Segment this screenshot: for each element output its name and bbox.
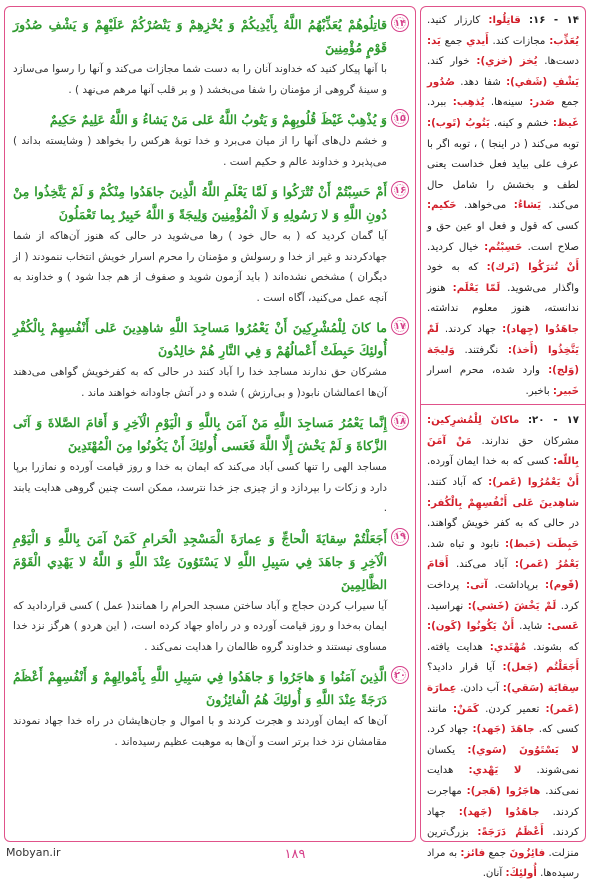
glossary-definition: جهاد کردند. [427,806,579,839]
glossary-term: يَعْمُرُ (عَمر): [514,559,579,571]
glossary-term: جاهَدُوا (جَهد): [458,806,540,818]
glossary-term: عَسی: [547,621,579,633]
verse-translation: با آنها پیکار کنید که خداوند آنان را به دست شما مجازات می‌کند و آنها را رسوا می‌سازد و سینهٔ گروهی از مؤمنان را شفا می‌بخشد ( و بر قلب آنها مرهم می‌نهد ) . [13,63,387,96]
glossary-term: يَشاءُ: [513,200,542,212]
glossary-definition: هدایت یافته. [427,641,483,653]
verse-number-badge: ١٩ [391,528,409,546]
glossary-definition: جمع [488,847,507,859]
verse-number-badge: ١۴ [391,14,409,32]
glossary-definition: کسی که به خدا ایمان آورده. [427,456,550,468]
glossary-section-b [421,407,585,885]
verse-number-badge: ٢٠ [391,666,409,684]
glossary-term: حَبِطَت (حَبط): [504,538,579,550]
glossary-term: أَيدي [466,35,489,47]
verse-translation: آیا گمان کردید که ( به حال خود ) رها می‌شوید در حالی که هنوز آن‌هاکه از شما جهادکردند و غیر از خدا و رسولش و مؤمنان را محرم اسرار خویش انتخاب ننمودند ( از دیگران ) مشخص نشده‌اند ( باید آزمون شوید و صفوف از هم جدا شود ) و خداوند به آنچه عمل می‌کنید، آگاه است . [13,230,387,304]
glossary-definition: جمع [561,97,579,109]
verse-block [5,7,415,102]
glossary-term: كَمَنْ: [452,703,479,715]
page-number: ١٨٩ [284,847,306,862]
glossary-term: وَليجَة (وَلج): [427,344,579,377]
glossary-definition: که به خود واگذار می‌شوید. [427,262,580,294]
glossary-term: شاهِدينَ عَلى أَنْفُسِهِمْ بِالْكُفر: [427,497,579,509]
verse-block [5,659,415,754]
glossary-term: جاهَدُوا (جِهاد): [502,323,580,335]
glossary-term: يَتُوبُ (تَوب): [427,117,490,129]
glossary-term: خَبير: [552,385,579,397]
glossary-definition: خوار کند. [427,56,470,68]
glossary-definition: برپاداشت. [494,580,539,592]
verse-arabic: أَجَعَلْتُمْ سِقايَةَ الْحاجِّ وَ عِمارَةَ الْمَسْجِدِ الْحَرامِ كَمَنْ آمَنَ بِاللَّهِ وَ الْيَوْمِ الْآخِرِ وَ جاهَدَ فِي سَبِيلِ اللَّهِ لا يَسْتَوُونَ عِنْدَ اللَّهِ وَ اللَّهُ لا يَهْدِي الْقَوْمَ الظَّالِمِينَ [13,530,387,592]
verses-panel [4,6,416,842]
glossary-range-a: ١۴ - ١۶: [528,15,579,26]
glossary-definition: یکسان نمی‌شوند. [427,744,579,777]
glossary-definition: هدایت نمی‌کند. [427,765,579,797]
glossary-term: أَعْظَمُ دَرَجَةً: [477,827,544,839]
glossary-term: أَنْ يَعْمُرُوا (عَمر): [488,477,579,489]
glossary-term: فائِزُونَ [509,847,546,859]
verse-arabic: إِنَّما يَعْمُرُ مَساجِدَ اللَّهِ مَنْ آمَنَ بِاللَّهِ وَ الْيَوْمِ الْآخِرِ وَ أَقامَ الصَّلاةَ وَ آتَى الزَّكاةَ وَ لَمْ يَخْشَ إِلَّا اللَّهَ فَعَسى أُولئِكَ أَنْ يَكُونُوا مِنَ الْمُهْتَدِينَ [13,415,387,453]
verse-block [5,521,415,660]
glossary-definition: مجازات کند. [492,35,546,47]
verse-translation: مساجد الهی را تنها کسی آباد می‌کند که ایمان به خدا و روز قیامت آورده و نمازرا برپا دارد و زکات را بپردازد و از چیزی جز خدا نترسد، ممکن است چنین گروهی هدایت یابند . [13,461,387,514]
glossary-term: صُدُور [427,76,455,88]
glossary-definition: جمع [444,35,463,47]
verse-arabic: أَمْ حَسِبْتُمْ أَنْ تُتْرَكُوا وَ لَمَّا يَعْلَمِ اللَّهُ الَّذِينَ جاهَدُوا مِنْكُمْ وَ لَمْ يَتَّخِذُوا مِنْ دُونِ اللَّهِ وَ لا رَسُولِهِ وَ لَا الْمُؤْمِنِينَ وَلِيجَةً وَ اللَّهُ خَبِيرٌ بِما تَعْمَلُونَ [13,184,387,222]
verse-arabic: الَّذِينَ آمَنُوا وَ هاجَرُوا وَ جاهَدُوا فِي سَبِيلِ اللَّهِ بِأَمْوالِهِمْ وَ أَنْفُسِهِمْ أَعْظَمُ دَرَجَةً عِنْدَ اللَّهِ وَ أُولئِكَ هُمُ الْفائِزُونَ [13,669,387,707]
glossary-definition: وارد شده، محرم اسرار [427,365,540,377]
glossary-panel [420,6,586,880]
glossary-term: لَمْ يَتَّخِذُوا (أَخذ): [427,323,579,356]
glossary-definition: که آباد کنند. [427,477,483,489]
glossary-term: فائز: [460,847,486,859]
glossary-range-b: ١٧ - ٢٠: [527,415,579,427]
verse-arabic: قاتِلُوهُمْ يُعَذِّبْهُمُ اللَّهُ بِأَيْدِيكُمْ وَ يُخْزِهِمْ وَ يَنْصُرْكُمْ عَلَيْهِمْ وَ يَشْفِ صُدُورَ قَوْمٍ مُؤْمِنِينَ [13,17,387,55]
glossary-term: أَقامَ (قَوم): [427,559,579,592]
glossary-definition: توبه می‌کند ( در اینجا ) ، توبه اگر با عرف علی بیاید فعل خداست یعنی لطف و بخشش را شامل حال می‌کند. [427,138,579,212]
glossary-term: يُخز (خزي): [476,56,538,68]
glossary-term: صَدر: [529,97,555,109]
glossary-definition: دست‌ها. [544,56,579,68]
glossary-term: سِقايَة (سَقي): [502,683,579,694]
glossary-definition: آنان. [482,868,503,880]
glossary-term: مَنْ آمَنَ بِاللّه: [427,435,579,468]
verse-number-badge: ١۶ [391,181,409,199]
glossary-definition: نابود و تباه شد. [427,538,500,550]
glossary-term: أَجَعَلْتُم (جَعل): [502,662,579,674]
glossary-term: أُولئِكَ: [505,868,537,880]
glossary-definition: خشم و کینه. [493,117,549,129]
glossary-definition: نهراسید. [427,600,464,612]
glossary-definition: که بشوند. [533,641,579,653]
glossary-definition: جهاد کردند. [444,323,497,335]
glossary-term: يُعَذِّب: [549,35,580,47]
verse-number-badge: ١٨ [391,412,409,430]
verse-block [5,102,415,174]
verse-translation: و خشم دل‌های آنها را از میان می‌برد و خدا توبهٔ هرکس را بخواهد ( وشایسته بداند ) می‌پذیرد و خداوند عالم و حکیم است . [13,135,387,168]
glossary-definition: پرداخت کرد. [427,580,579,612]
glossary-definition: می‌خواهد. [463,200,507,212]
verse-translation: آیا سیراب کردن حجاج و آباد ساختن مسجد الحرام را همانند( عمل ) کسی قراردادید که ایمان به‌خدا و روز قیامت آورده و در راه‌او جهاد کرده است، ( این هردو ) هرگز نزد خدا مساوی نیستند و خداوند گروه ظالمان را هدایت نمی‌کند . [13,599,387,653]
glossary-definition: شفا دهد. [460,76,501,88]
glossary-term: ماكانَ لِلْمُشرِكين: [427,415,520,427]
glossary-definition: کسی که قول و فعل او عین حق و صلاح است. [427,220,579,253]
glossary-definition: کارزار کنید. [427,15,481,26]
glossary-term: لا يَسْتَوُونَ (سَوي): [467,744,579,756]
glossary-term: حَكيم: [427,200,457,212]
glossary-definition: مهاجرت کردند. [427,785,579,818]
glossary-term: آتی: [466,580,488,592]
glossary-definition: بزرگ‌ترین منزلت. [427,827,579,859]
glossary-definition: در حالی که به کفر خویش گواهند. [427,518,579,530]
glossary-term: يُذهِب: [452,97,485,109]
verse-number-badge: ١٧ [391,317,409,335]
glossary-definition: شاید. [519,621,543,633]
glossary-definition: آیا قرار دادید؟ [427,662,495,674]
glossary-definition: مانند کسی که. [427,703,579,736]
glossary-term: أَنْ يَكُونُوا (كَون): [427,621,515,633]
glossary-term: جاهَدَ (جَهد): [472,724,535,736]
verse-arabic: ما كانَ لِلْمُشْرِكِينَ أَنْ يَعْمُرُوا مَساجِدَ اللَّهِ شاهِدِينَ عَلى أَنْفُسِهِمْ بِالْكُفْرِ أُولئِكَ حَبِطَتْ أَعْمالُهُمْ وَ فِي النَّارِ هُمْ خالِدُونَ [13,320,387,358]
glossary-term: هاجَرُوا (هَجر): [466,785,541,797]
glossary-term: لَمْ يَخْشَ (خَشي): [467,600,557,612]
glossary-term: غَيظ: [552,117,580,129]
glossary-definition: باخبر. [525,385,550,397]
glossary-definition: تعمیر کردن. [485,703,540,715]
verse-block [5,174,415,310]
glossary-definition: نگرفتند. [464,344,499,356]
verse-translation: مشرکان حق ندارند مساجد خدا را آباد کنند در حالی که به کفرخویش گواهی می‌دهند آن‌ها اعمالشان نابود( و بی‌ارزش ) شده و در آتش جاودانه خواهند ماند . [13,366,387,399]
glossary-term: مُهْتَدي: [489,641,527,653]
glossary-term: لَمّا يَعْلَم: [452,282,501,294]
glossary-definition: مشرکان حق ندارند. [481,435,579,447]
verse-block [5,405,415,521]
glossary-definition: خیال کردید. [427,241,479,253]
glossary-definition: آباد می‌کند. [456,559,508,571]
glossary-divider [421,404,585,405]
verse-block [5,310,415,405]
glossary-term: عِمارَة (عَمر): [427,683,579,715]
glossary-definition: به مراد رسیده‌ها. [427,847,579,880]
glossary-term: أَنْ تُترَكُوا (تَرك): [486,262,579,274]
verse-number-badge: ١۵ [391,109,409,127]
glossary-term: قاتِلُوا: [488,15,521,26]
glossary-definition: ببرد. [427,97,447,109]
glossary-term: يَشْفِ (شَفي): [506,76,580,88]
glossary-definition: آب دادن. [460,683,499,694]
verse-translation: آن‌ها که ایمان آوردند و هجرت کردند و با اموال و جان‌هایشان در راه خدا جهاد نمودند مقامشان نزد خدا برتر است و آن‌ها به موهبت عظیم رسیده‌اند . [13,715,387,748]
glossary-definition: هنوز ندانسته، هنوز معلوم نداشته. [427,282,579,315]
glossary-term: حَسِبْتُم: [484,241,523,253]
glossary-section-a [421,7,585,402]
site-brand: Mobyan.ir [6,846,61,859]
glossary-definition: سینه‌ها. [490,97,523,109]
verse-arabic: وَ يُذْهِبْ غَيْظَ قُلُوبِهِمْ وَ يَتُوبُ اللَّهُ عَلى مَنْ يَشاءُ وَ اللَّهُ عَلِيمٌ حَكِيمٌ [49,112,387,127]
glossary-term: لا يَهْدي: [468,765,522,777]
glossary-term: يَد: [427,35,441,47]
glossary-definition: جهاد کرد. [427,724,469,736]
